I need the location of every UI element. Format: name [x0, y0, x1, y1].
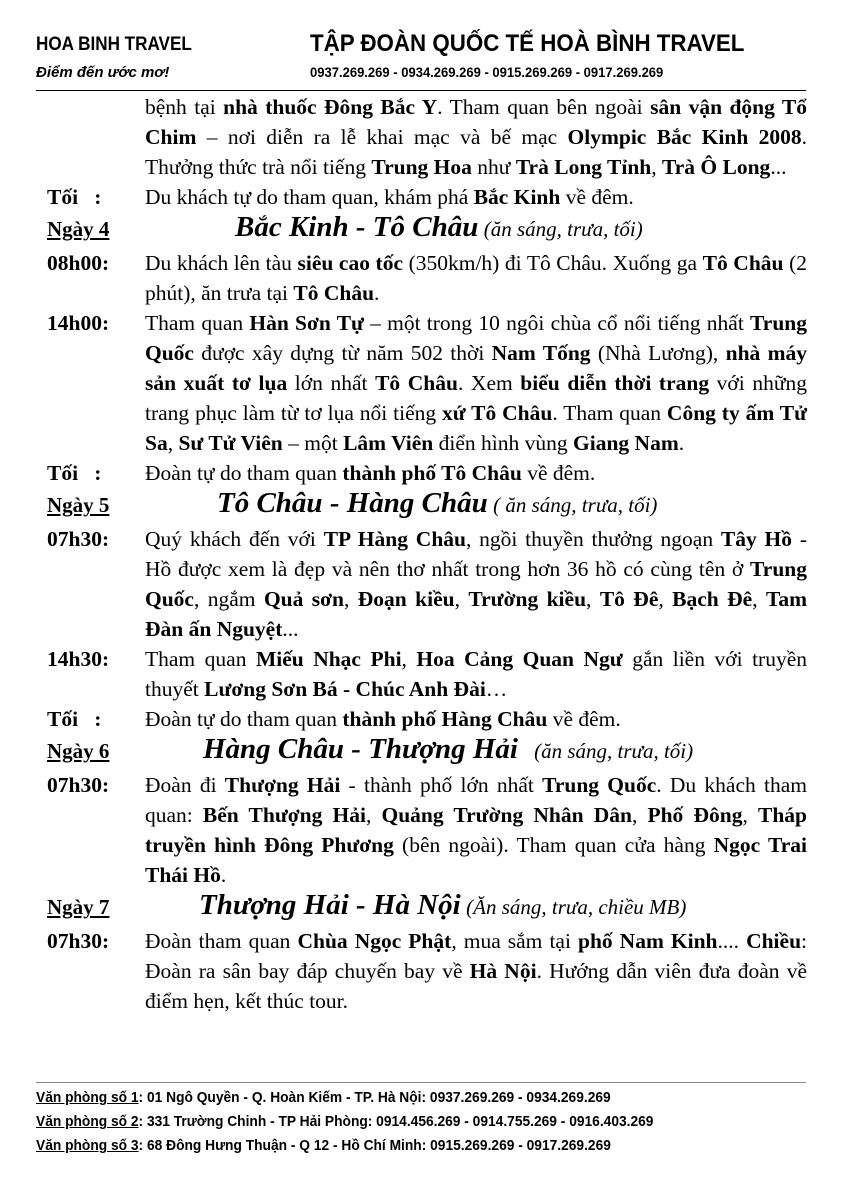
header-left: [36, 34, 236, 81]
day4-entry-1: 08h00: Du khách lên tàu siêu cao tốc (350km/h) đi Tô Châu. Xuống ga Tô Châu (2 phút), ăn trưa tại Tô Châu.: [47, 251, 807, 305]
brand-name: HOA BINH TRAVEL: [36, 34, 192, 55]
company-name: TẬP ĐOÀN QUỐC TẾ HOÀ BÌNH TRAVEL: [310, 30, 745, 57]
day5-entry-1: 07h30: Quý khách đến với TP Hàng Châu, ngồi thuyền thưởng ngoạn Tây Hồ - Hồ được xem là đẹp và nên thơ nhất trong hơn 36 hồ có cùng tên ở Trung Quốc, ngắm Quả sơn, Đoạn kiều, Trường kiều, Tô Đê, Bạch Đê, Tam Đàn ấn Nguyệt...: [47, 527, 808, 641]
slogan: Điểm đến ước mơ!: [36, 64, 170, 81]
office-1: Văn phòng số 1: 01 Ngô Quyền - Q. Hoàn Kiếm - TP. Hà Nội: 0937.269.269 - 0934.269.269: [36, 1090, 611, 1106]
itinerary-body: [47, 92, 807, 1016]
day4-entry-3: Tối : Đoàn tự do tham quan thành phố Tô Châu về đêm.: [47, 461, 596, 485]
office-3: Văn phòng số 3: 68 Đông Hưng Thuận - Q 12 - Hồ Chí Minh: 0915.269.269 - 0917.269.269: [36, 1138, 611, 1154]
day5-entry-3: Tối : Đoàn tự do tham quan thành phố Hàng Châu về đêm.: [47, 707, 621, 731]
header-right: [310, 30, 810, 80]
day7-entry-1: 07h30: Đoàn tham quan Chùa Ngọc Phật, mua sắm tại phố Nam Kinh.... Chiều: Đoàn ra sân bay đáp chuyến bay về Hà Nội. Hướng dẫn viên đưa đoàn về điểm hẹn, kết thúc tour.: [47, 929, 808, 1013]
day3-continuation: bệnh tại nhà thuốc Đông Bắc Y. Tham quan bên ngoài sân vận động Tổ Chim – nơi diễn ra lễ khai mạc và bế mạc Olympic Bắc Kinh 2008. Thưởng thức trà nổi tiếng Trung Hoa như Trà Long Tỉnh, Trà Ô Long...: [145, 95, 808, 179]
footer-offices: [36, 1086, 826, 1158]
day6-entry-1: 07h30: Đoàn đi Thượng Hải - thành phố lớn nhất Trung Quốc. Du khách tham quan: Bến Thượng Hải, Quảng Trường Nhân Dân, Phố Đông, Tháp truyền hình Đông Phương (bên ngoài). Tham quan cửa hàng Ngọc Trai Thái Hồ.: [47, 773, 808, 887]
day4-entry-2: 14h00: Tham quan Hàn Sơn Tự – một trong 10 ngôi chùa cổ nổi tiếng nhất Trung Quốc được xây dựng từ năm 502 thời Nam Tống (Nhà Lương), nhà máy sản xuất tơ lụa lớn nhất Tô Châu. Xem biểu diễn thời trang với những trang phục làm từ tơ lụa nổi tiếng xứ Tô Châu. Tham quan Công ty ấm Tử Sa, Sư Tử Viên – một Lâm Viên điển hình vùng Giang Nam.: [47, 311, 807, 455]
day7-heading: Ngày 7 Thượng Hải - Hà Nội (Ăn sáng, trưa, chiều MB): [47, 889, 687, 921]
day4-heading: Ngày 4 Bắc Kinh - Tô Châu (ăn sáng, trưa, tối): [47, 211, 643, 243]
day6-heading: Ngày 6 Hàng Châu - Thượng Hải (ăn sáng, trưa, tối): [47, 733, 694, 765]
footer-divider: [36, 1082, 806, 1083]
hotline-numbers: 0937.269.269 - 0934.269.269 - 0915.269.269 - 0917.269.269: [310, 64, 664, 80]
day5-entry-2: 14h30: Tham quan Miếu Nhạc Phi, Hoa Cảng Quan Ngư gắn liền với truyền thuyết Lương Sơn Bá - Chúc Anh Đài…: [47, 647, 807, 701]
header-divider: [36, 90, 806, 91]
day5-heading: Ngày 5 Tô Châu - Hàng Châu ( ăn sáng, trưa, tối): [47, 487, 658, 519]
office-2: Văn phòng số 2: 331 Trường Chinh - TP Hải Phòng: 0914.456.269 - 0914.755.269 - 0916.403.269: [36, 1114, 654, 1130]
day3-evening: Tối : Du khách tự do tham quan, khám phá Bắc Kinh về đêm.: [47, 185, 634, 209]
